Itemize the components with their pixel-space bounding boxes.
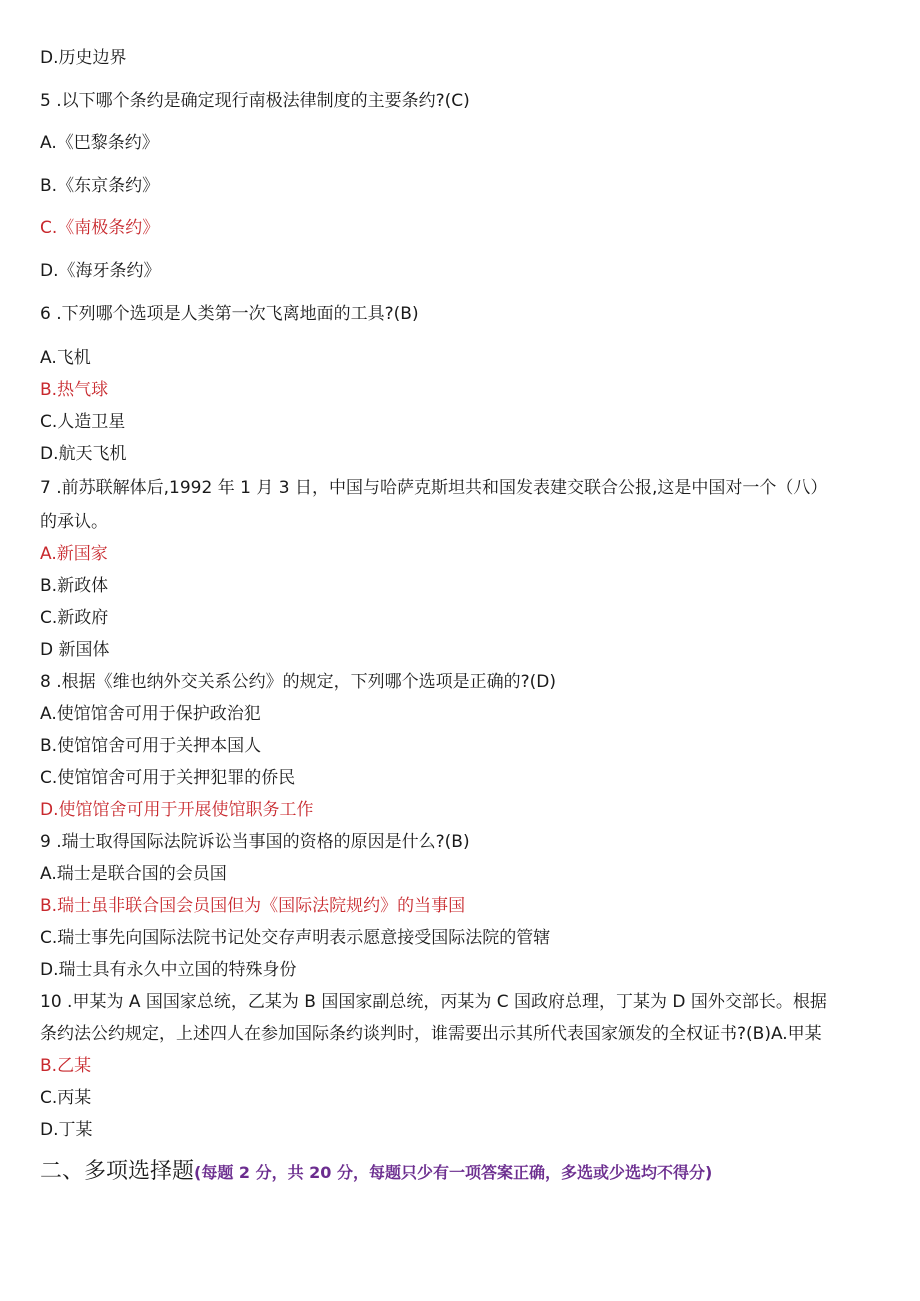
question-line: 9 .瑞士取得国际法院诉讼当事国的资格的原因是什么?(B) (40, 832, 470, 852)
section-note: (每题 2 分，共 20 分，每题只少有一项答案正确，多选或少选均不得分) (194, 1163, 713, 1182)
option-line: C.新政府 (40, 608, 109, 628)
answer-line: B.热气球 (40, 380, 109, 400)
question-line: 8 .根据《维也纳外交关系公约》的规定，下列哪个选项是正确的?(D) (40, 672, 557, 692)
option-line: D.航天飞机 (40, 444, 127, 464)
question-line: 条约法公约规定，上述四人在参加国际条约谈判时，谁需要出示其所代表国家颁发的全权证书?(B)A.甲某 (40, 1024, 822, 1044)
option-line: A.瑞士是联合国的会员国 (40, 864, 227, 884)
option-line: C.丙某 (40, 1088, 92, 1108)
option-line: D.丁某 (40, 1120, 93, 1140)
question-line: 5 .以下哪个条约是确定现行南极法律制度的主要条约?(C) (40, 91, 470, 111)
option-line: B.新政体 (40, 576, 109, 596)
option-line: C.使馆馆舍可用于关押犯罪的侨民 (40, 768, 296, 788)
question-line: 6 .下列哪个选项是人类第一次飞离地面的工具?(B) (40, 304, 419, 324)
option-line: B.《东京条约》 (40, 176, 160, 196)
option-line: A.飞机 (40, 348, 91, 368)
option-line: A.《巴黎条约》 (40, 133, 159, 153)
answer-line: D.使馆馆舍可用于开展使馆职务工作 (40, 800, 314, 820)
question-line: 7 .前苏联解体后,1992 年 1 月 3 日，中国与哈萨克斯坦共和国发表建交联合公报,这是中国对一个（八） (40, 478, 828, 498)
section-title: 二、多项选择题 (40, 1159, 195, 1184)
answer-line: B.乙某 (40, 1056, 92, 1076)
option-line: D.瑞士具有永久中立国的特殊身份 (40, 960, 297, 980)
option-line: C.瑞士事先向国际法院书记处交存声明表示愿意接受国际法院的管辖 (40, 928, 551, 948)
question-line: 10 .甲某为 A 国国家总统，乙某为 B 国国家副总统，丙某为 C 国政府总理，丁某为 D 国外交部长。根据 (40, 992, 827, 1012)
option-line: C.人造卫星 (40, 412, 126, 432)
option-line: D.《海牙条约》 (40, 261, 161, 281)
answer-line: B.瑞士虽非联合国会员国但为《国际法院规约》的当事国 (40, 896, 466, 916)
option-line: B.使馆馆舍可用于关押本国人 (40, 736, 262, 756)
option-line: D.历史边界 (40, 48, 127, 68)
option-line: D 新国体 (40, 640, 110, 660)
question-line: 的承认。 (40, 512, 108, 532)
answer-line: C.《南极条约》 (40, 218, 160, 238)
option-line: A.使馆馆舍可用于保护政治犯 (40, 704, 261, 724)
answer-line: A.新国家 (40, 544, 108, 564)
section-heading (40, 1154, 712, 1185)
